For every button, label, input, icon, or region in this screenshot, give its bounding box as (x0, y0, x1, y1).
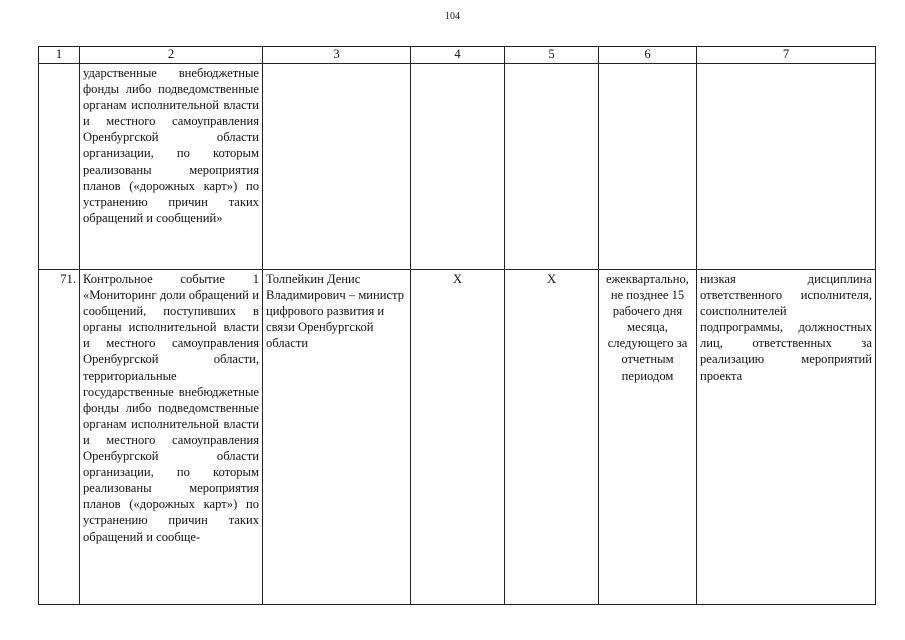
table-row (39, 64, 876, 270)
row-number-cell (39, 64, 80, 270)
event-cell (80, 270, 263, 605)
column-number: 1 (39, 47, 80, 64)
column-number: 5 (505, 47, 599, 64)
responsible-cell (263, 270, 411, 605)
event-cell (80, 64, 263, 270)
col4-cell (411, 270, 505, 605)
column-number-row (39, 47, 876, 64)
risk-cell (697, 64, 876, 270)
column-number: 2 (80, 47, 263, 64)
column-number: 3 (263, 47, 411, 64)
table-row (39, 270, 876, 605)
page-number: 104 (445, 11, 460, 22)
risk-cell (697, 270, 876, 605)
col4-cell (411, 64, 505, 270)
risk-text: низкая дисциплина ответственного исполнителя, соисполнителей подпрограммы, должностных лиц, ответственных за реализацию мероприятий проекта (700, 272, 872, 383)
col4-value: X (452, 272, 463, 286)
document-table (38, 46, 876, 605)
column-number: 6 (599, 47, 697, 64)
column-number: 4 (411, 47, 505, 64)
responsible-cell (263, 64, 411, 270)
event-text: Контрольное событие 1 «Мониторинг доли обращений и сообщений, поступивших в органы исполнительной власти и местного самоуправления Оренбургской области, территориальные государственные внебюджетные фонды либо подведомственные органам исполнительной власти и местного самоуправления Оренбургской области организации, по которым реализованы мероприятия планов («дорожных карт») по устранению причин таких обращений и сообще- (83, 272, 259, 544)
event-text: ударственные внебюджетные фонды либо подведомственные органам исполнительной власти и местного самоуправления Оренбургской области организации, по которым реализованы мероприятия планов («дорожных карт») по устранению причин таких обращений и сообщений» (83, 66, 259, 225)
deadline-cell (599, 64, 697, 270)
row-number-cell (39, 270, 80, 605)
responsible-text: Толпейкин Денис Владимирович – министр цифрового развития и связи Оренбургской области (266, 272, 405, 351)
col5-cell (505, 270, 599, 605)
column-number: 7 (697, 47, 876, 64)
deadline-text: ежеквартально, не позднее 15 рабочего дня месяца, следующего за отчетным периодом (606, 272, 689, 383)
deadline-cell (599, 270, 697, 605)
row-number: 71. (60, 272, 76, 286)
col5-cell (505, 64, 599, 270)
col5-value: X (546, 272, 557, 286)
